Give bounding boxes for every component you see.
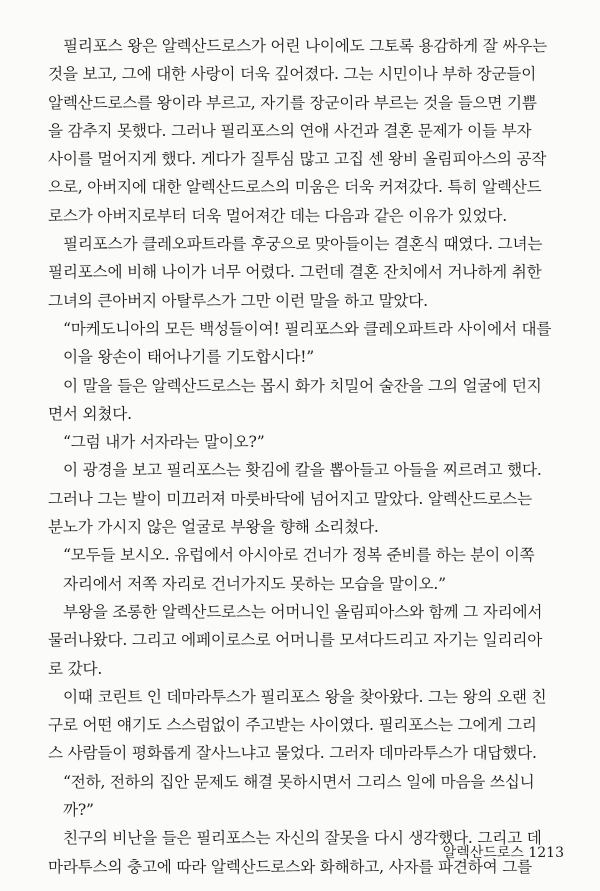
- text-line: 로 갔다.: [48, 659, 103, 678]
- text-line: 친구의 비난을 들은 필리포스는 자신의 잘못을 다시 생각했다. 그리고 데: [63, 829, 542, 848]
- text-line: 그녀의 큰아버지 아탈루스가 그만 이런 말을 하고 말았다.: [48, 291, 428, 310]
- text-line: 면서 외쳤다.: [48, 404, 132, 423]
- text-line: 구로 어떤 얘기도 스스럼없이 주고받는 사이였다. 필리포스는 그에게 그리: [48, 716, 537, 735]
- text-line: 분노가 가시지 않은 얼굴로 부왕을 향해 소리쳤다.: [48, 518, 379, 537]
- dialogue-line: “전하, 전하의 집안 문제도 해결 못하시면서 그리스 일에 마음을 쓰십니: [63, 772, 535, 791]
- text-line: 그러나 그는 발이 미끄러져 마룻바닥에 넘어지고 말았다. 알렉산드로스는: [48, 489, 532, 508]
- dialogue-line: 까?”: [63, 801, 94, 820]
- text-line: 로스가 아버지로부터 더욱 멀어져간 데는 다음과 같은 이유가 있었다.: [48, 206, 507, 225]
- text-line: 이 말을 들은 알렉산드로스는 몹시 화가 치밀어 술잔을 그의 얼굴에 던지: [63, 376, 542, 395]
- text-line: 부왕을 조롱한 알렉산드로스는 어머니인 올림피아스와 함께 그 자리에서: [63, 602, 543, 621]
- text-line: 필리포스 왕은 알렉산드로스가 어린 나이에도 그토록 용감하게 잘 싸우는: [63, 37, 547, 55]
- page-footer: 알렉산드로스 1213: [442, 845, 564, 861]
- text-line: 것을 보고, 그에 대한 사랑이 더욱 깊어졌다. 그는 시민이나 부하 장군들이: [48, 65, 537, 84]
- text-line: 물러나왔다. 그리고 에페이로스로 어머니를 모셔다드리고 자기는 일리리아: [48, 631, 543, 650]
- text-line: 스 사람들이 평화롭게 잘사느냐고 물었다. 그러자 데마라투스가 대답했다.: [48, 744, 537, 763]
- dialogue-line: “모두들 보시오. 유럽에서 아시아로 건너가 정복 준비를 하는 분이 이쪽: [63, 546, 535, 565]
- body-text: [48, 32, 564, 881]
- text-line: 으로, 아버지에 대한 알렉산드로스의 미움은 더욱 커져갔다. 특히 알렉산드: [48, 178, 542, 197]
- text-line: 을 감추지 못했다. 그러나 필리포스의 연애 사건과 결혼 문제가 이들 부자: [48, 121, 532, 140]
- text-line: 사이를 멀어지게 했다. 게다가 질투심 많고 고집 센 왕비 올림피아스의 공작: [48, 150, 547, 169]
- dialogue-line: “그럼 내가 서자라는 말이오?”: [63, 433, 265, 452]
- text-line: 이 광경을 보고 필리포스는 홧김에 칼을 뽑아들고 아들을 찌르려고 했다.: [63, 461, 542, 480]
- dialogue-line: 자리에서 저쪽 자리로 건너가지도 못하는 모습을 말이오.”: [63, 574, 446, 593]
- text-line: 알렉산드로스를 왕이라 부르고, 자기를 장군이라 부르는 것을 들으면 기쁨: [48, 93, 537, 112]
- text-line: 필리포스가 클레오파트라를 후궁으로 맞아들이는 결혼식 때였다. 그녀는: [63, 235, 543, 254]
- text-line: 이때 코린트 인 데마라투스가 필리포스 왕을 찾아왔다. 그는 왕의 오랜 친: [63, 687, 547, 706]
- text-line: 필리포스에 비해 나이가 너무 어렸다. 그런데 결혼 잔치에서 거나하게 취한: [48, 263, 542, 282]
- text-line: 마라투스의 충고에 따라 알렉산드로스와 화해하고, 사자를 파견하여 그를: [48, 857, 532, 876]
- dialogue-line: “마케도니아의 모든 백성들이여! 필리포스와 클레오파트라 사이에서 대를: [63, 319, 552, 338]
- dialogue-line: 이을 왕손이 태어나기를 기도합시다!”: [63, 348, 315, 367]
